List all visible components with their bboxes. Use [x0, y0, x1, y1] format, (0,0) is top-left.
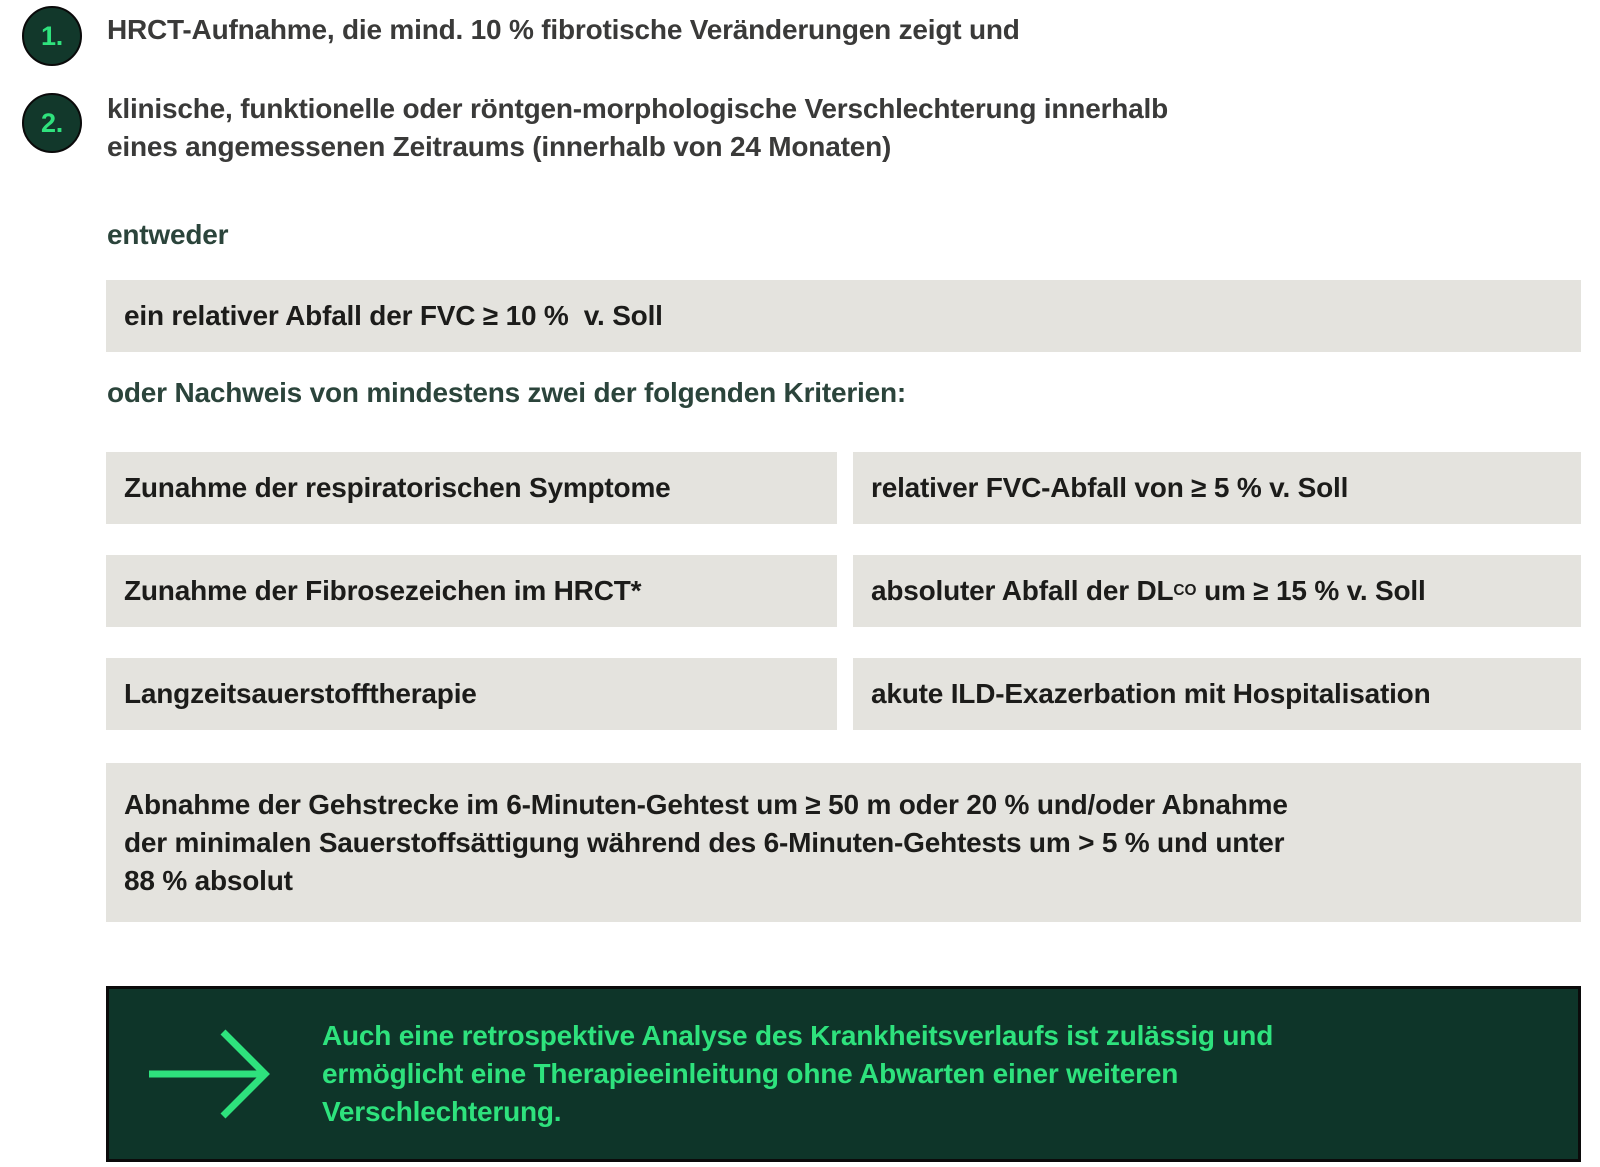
either-label: entweder [107, 219, 229, 250]
or-label: oder Nachweis von mindestens zwei der folgenden Kriterien: [107, 377, 907, 408]
criterion-6mwt-box [106, 763, 1581, 922]
criterion-text: absoluter Abfall der DL [871, 575, 1174, 606]
item-1-text [107, 11, 1487, 49]
callout-line-2: ermöglicht eine Therapieeinleitung ohne Abwarten einer weiteren [322, 1058, 1179, 1089]
criterion-6mwt-line-2: der minimalen Sauerstoffsättigung während des 6-Minuten-Gehtests um > 5 % und unter [124, 826, 1285, 858]
item-number-badge-1 [22, 6, 82, 66]
criterion-text-post: um ≥ 15 % v. Soll [1196, 575, 1426, 606]
item-number-2: 2. [40, 107, 64, 138]
criterion-respiratory-symptoms [106, 452, 837, 524]
item-2-text [107, 90, 1487, 166]
criterion-fvc-10-box [106, 280, 1581, 352]
criteria-grid [106, 452, 1581, 730]
criterion-fvc-10-text: ein relativer Abfall der FVC ≥ 10 % v. Soll [124, 300, 663, 331]
criterion-text: akute ILD-Exazerbation mit Hospitalisation [871, 678, 1431, 709]
criterion-6mwt-line-1: Abnahme der Gehstrecke im 6-Minuten-Gehtest um ≥ 50 m oder 20 % und/oder Abnahme [124, 788, 1288, 820]
criterion-oxygen-therapy [106, 658, 837, 730]
criterion-text: Zunahme der respiratorischen Symptome [124, 472, 671, 503]
item-1-line-1: HRCT-Aufnahme, die mind. 10 % fibrotische Veränderungen zeigt und [107, 14, 1020, 45]
criterion-text: relativer FVC-Abfall von ≥ 5 % v. Soll [871, 472, 1349, 503]
criterion-hrct-fibrosis [106, 555, 837, 627]
item-2-line-2: eines angemessenen Zeitraums (innerhalb von 24 Monaten) [107, 131, 892, 162]
criterion-text: Langzeitsauerstofftherapie [124, 678, 477, 709]
item-2-line-1: klinische, funktionelle oder röntgen-morphologische Verschlechterung innerhalb [107, 93, 1169, 124]
criterion-dlco-15: absoluter Abfall der DL CO um ≥ 15 % v. Soll [853, 555, 1581, 627]
callout-line-1: Auch eine retrospektive Analyse des Krankheitsverlaufs ist zulässig und [322, 1020, 1274, 1051]
callout-text [322, 1017, 1522, 1131]
arrow-right-icon [149, 1028, 271, 1120]
criterion-ild-exacerbation [853, 658, 1581, 730]
criterion-fvc-5 [853, 452, 1581, 524]
callout-retrospective-analysis [106, 986, 1581, 1162]
criterion-text: Zunahme der Fibrosezeichen im HRCT* [124, 575, 642, 606]
criterion-6mwt-line-3: 88 % absolut [124, 864, 293, 896]
item-number-badge-2 [22, 93, 82, 153]
item-number-1: 1. [40, 20, 64, 51]
callout-line-3: Verschlechterung. [322, 1096, 562, 1127]
